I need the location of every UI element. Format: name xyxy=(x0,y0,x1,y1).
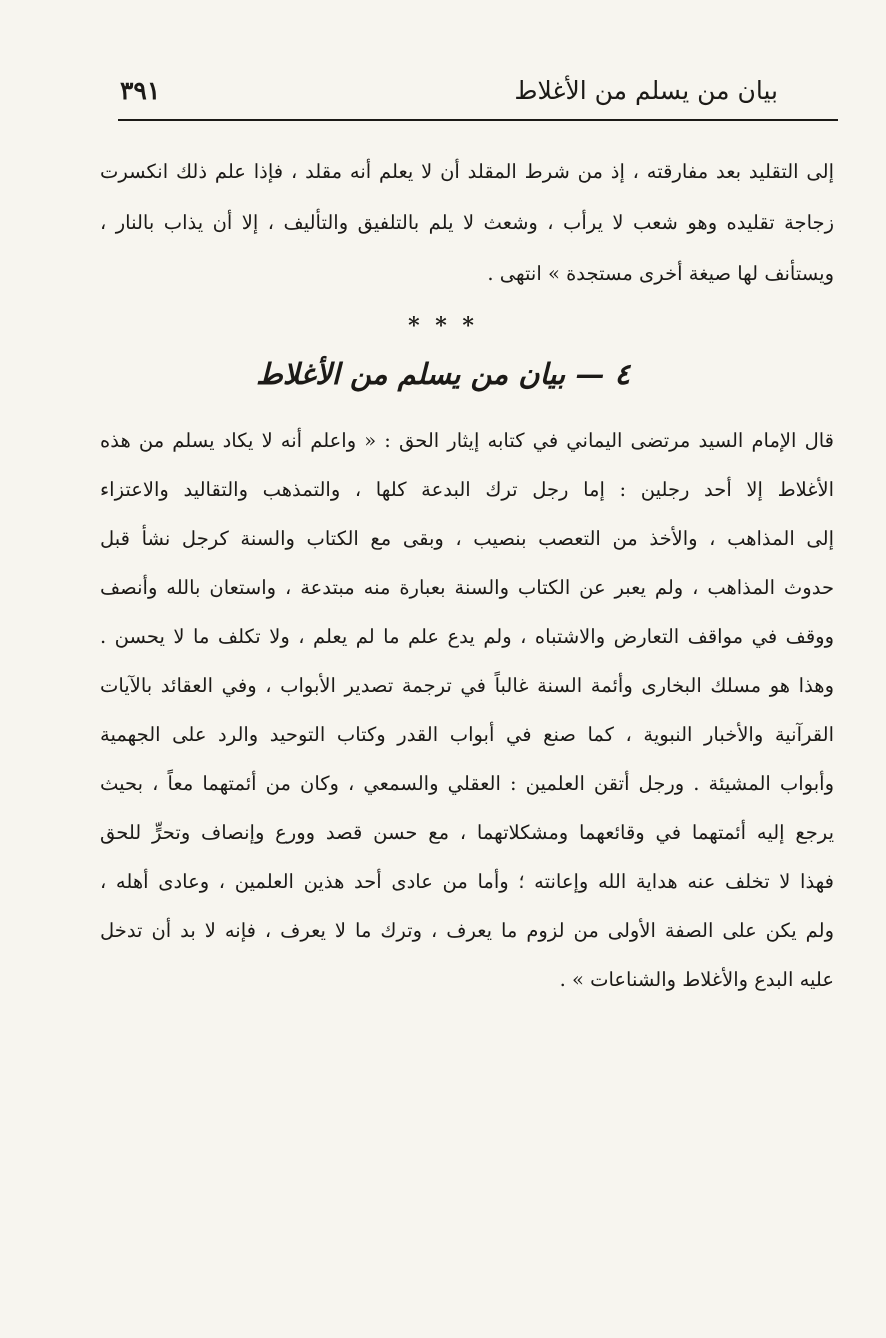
paragraph-line: حدوث المذاهب ، ولم يعبر عن الكتاب والسنة بعبارة منه مبتدعة ، واستعان بالله وأنصف xyxy=(100,576,834,599)
paragraph-line: إلى المذاهب ، والأخذ من التعصب بنصيب ، وبقى مع الكتاب والسنة كرجل نشأ قبل xyxy=(100,527,834,550)
paragraph-line: وأبواب المشيئة . ورجل أتقن العلمين : العقلي والسمعي ، وكان من أئمتهما معاً ، بحيث xyxy=(100,772,834,795)
paragraph-line: القرآنية والأخبار النبوية ، كما صنع في أبواب القدر وكتاب التوحيد والرد على الجهمية xyxy=(100,723,834,746)
paragraph-line: يرجع إليه أئمتهما في وقائعهما ومشكلاتهما ، مع حسن قصد وورع وإنصاف وتحرٍّ للحق xyxy=(100,821,834,844)
paragraph-line: فهذا لا تخلف عنه هداية الله وإعانته ؛ وأما من عادى أحد هذين العلمين ، وعادى أهله ، xyxy=(100,870,834,893)
paragraph-line: ولم يكن على الصفة الأولى من لزوم ما يعرف ، وترك ما لا يعرف ، فإنه لا بد أن تدخل xyxy=(100,919,834,942)
paragraph-line: زجاجة تقليده وهو شعب لا يرأب ، وشعث لا يلم بالتلفيق والتأليف ، إلا أن يذاب بالنار ، xyxy=(100,211,834,234)
paragraph-line: قال الإمام السيد مرتضى اليماني في كتابه إيثار الحق : « واعلم أنه لا يكاد يسلم من هذه xyxy=(100,429,834,452)
paragraph-line: الأغلاط إلا أحد رجلين : إما رجل ترك البدعة كلها ، والتمذهب والتقاليد والاعتزاء xyxy=(100,478,834,501)
section-separator: * * * xyxy=(408,313,478,339)
page-number: ٣٩١ xyxy=(120,76,161,105)
paragraph-line: ووقف في مواقف التعارض والاشتباه ، ولم يدع علم ما لم يعلم ، ولا تكلف ما لا يحسن . xyxy=(100,625,834,648)
header-rule xyxy=(118,119,838,121)
paragraph-line: عليه البدع والأغلاط والشناعات » . xyxy=(559,968,834,991)
page-header xyxy=(118,72,838,118)
running-title: بيان من يسلم من الأغلاط xyxy=(514,76,778,105)
paragraph-line: ويستأنف لها صيغة أخرى مستجدة » انتهى . xyxy=(487,262,834,285)
section-heading: ٤ — بيان من يسلم من الأغلاط xyxy=(255,357,631,391)
paragraph-line: وهذا هو مسلك البخارى وأئمة السنة غالباً في ترجمة تصدير الأبواب ، وفي العقائد بالآيات xyxy=(100,674,834,697)
paragraph-line: إلى التقليد بعد مفارقته ، إذ من شرط المقلد أن لا يعلم أنه مقلد ، فإذا علم ذلك انكسرت xyxy=(100,160,834,183)
